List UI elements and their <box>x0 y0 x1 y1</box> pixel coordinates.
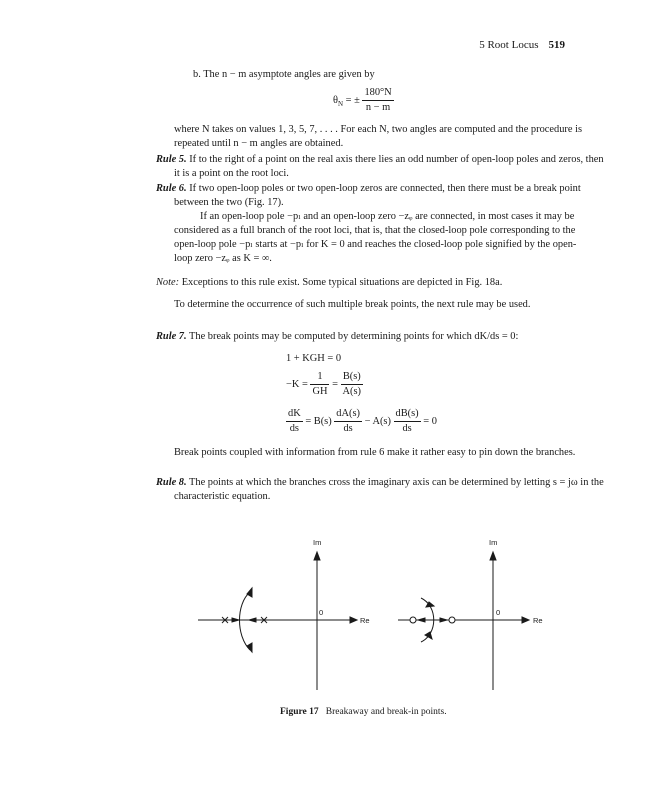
rule6-paragraph: If an open-loop pole −pₗ and an open-loop zero −zᵩ are connected, in most cases it may be considered as a full branch of the root loci, that is, that the closed-loop pole corresponding to the open-loop pole −pₗ starts at −pₗ for K = 0 and reaches the closed-loop pole signified by the open-loop zero −zᵩ as K = ∞. <box>174 211 577 264</box>
right-zero-1-icon <box>410 617 416 623</box>
rule5-label: Rule 5. <box>156 154 187 165</box>
formula-lhs: $\theta_N$ <box>333 94 344 108</box>
left-breakaway-branch <box>240 592 251 650</box>
left-branch-up-arrow-icon <box>247 588 252 597</box>
left-origin-label: 0 <box>319 608 324 617</box>
right-im-label: Im <box>489 538 498 547</box>
rule4b-intro: b. The n − m asymptote angles are given by <box>193 69 375 80</box>
equation-1: 1 + KGH = 0 <box>286 353 342 364</box>
page-number: 519 <box>548 39 565 51</box>
rule7-after: Break points coupled with information from rule 6 make it rather easy to pin down the branches. <box>174 447 576 458</box>
note-label: Note: <box>156 277 180 288</box>
left-re-label: Re <box>360 616 370 625</box>
left-locus-arrow-right-icon <box>232 618 239 622</box>
rule5-text: If to the right of a point on the real axis there lies an odd number of open-loop poles and zeros, then it is a point on the root loci. <box>174 154 604 179</box>
rule7-text: The break points may be computed by determining points for which dK/ds = 0: <box>189 331 519 342</box>
rule7-label: Rule 7. <box>156 331 187 342</box>
left-im-label: Im <box>313 538 322 547</box>
equation-3: $\frac{dK}{ds}$ = B(s) $\frac{dA(s)}{ds}$ − A(s) $\frac{dB(s)}{ds}$ = 0 <box>288 408 437 434</box>
right-im-arrow-icon <box>490 552 496 560</box>
figure-caption <box>280 705 447 719</box>
left-locus-arrow-left-icon <box>249 618 256 622</box>
rule8-text: The points at which the branches cross the imaginary axis can be determined by letting s = jω in the characteristic equation. <box>174 477 604 502</box>
note-text: Exceptions to this rule exist. Some typical situations are depicted in Fig. 18a. <box>181 277 503 288</box>
rule6-label: Rule 6. <box>156 183 187 194</box>
rule8-label: Rule 8. <box>156 477 187 488</box>
formula-fraction: $\frac{180^\circ N}{n - m}$ <box>364 87 392 113</box>
right-zero-2-icon <box>449 617 455 623</box>
right-locus-arrow-left-icon <box>418 618 425 622</box>
formula-op: = ± <box>345 94 360 106</box>
right-locus-arrow-right-icon <box>440 618 447 622</box>
left-im-arrow-icon <box>314 552 320 560</box>
right-re-label: Re <box>533 616 543 625</box>
right-re-arrow-icon <box>522 617 529 623</box>
left-branch-down-arrow-icon <box>247 643 252 652</box>
equation-2: −K = $\frac{1}{GH}$ = $\frac{B(s)}{A(s)}$ <box>286 371 362 397</box>
caption-text: Breakaway and break-in points. <box>325 707 447 717</box>
determine-text: To determine the occurrence of such multiple break points, the next rule may be used. <box>174 299 531 310</box>
left-re-arrow-icon <box>350 617 357 623</box>
rule6-text: If two open-loop poles or two open-loop zeros are connected, then there must be a break point between the two (Fig. 17). <box>174 183 581 208</box>
right-origin-label: 0 <box>496 608 501 617</box>
caption-label: Figure 17 <box>280 707 319 717</box>
chapter-title: 5 Root Locus <box>479 39 539 51</box>
rule4b-text: where N takes on values 1, 3, 5, 7, . . . . For each N, two angles are computed and the procedure is repeated until n − m angles are obtained. <box>174 124 582 149</box>
